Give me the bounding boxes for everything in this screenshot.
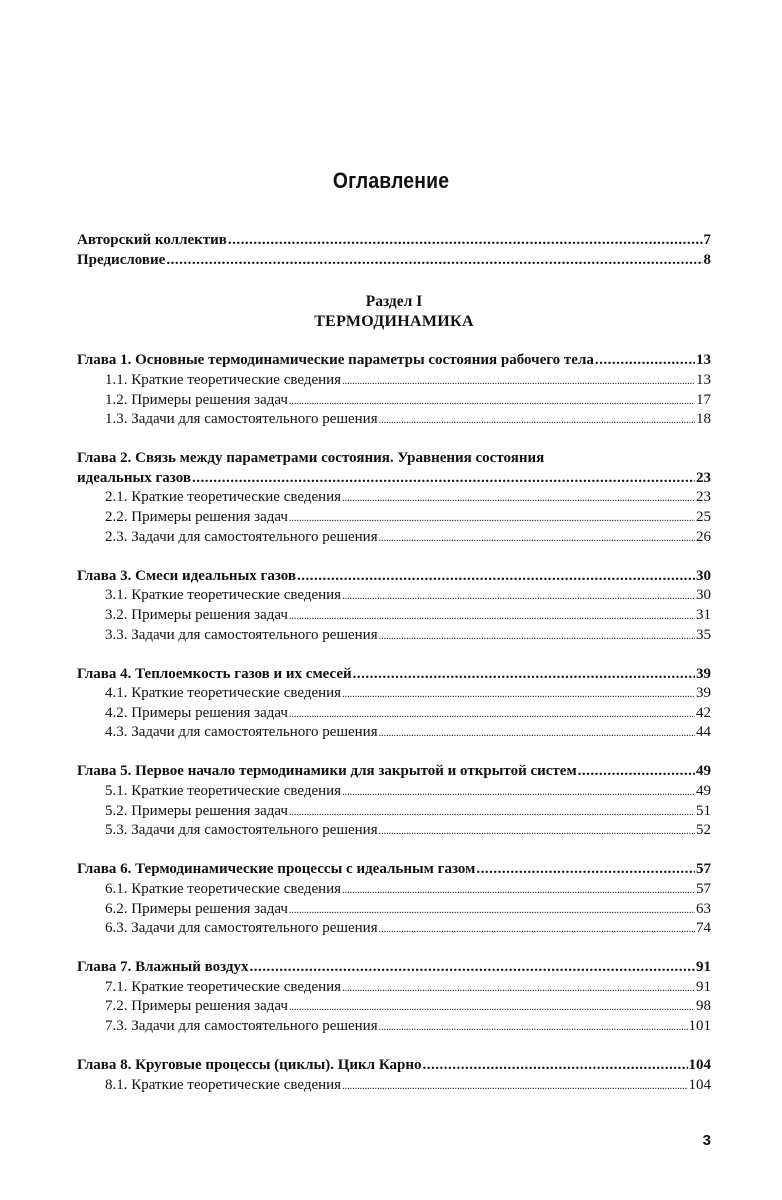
toc-section-entry[interactable] bbox=[77, 723, 711, 743]
dot-leader bbox=[476, 860, 695, 880]
toc-entry-label: Глава 4. Теплоемкость газов и их смесей bbox=[77, 665, 352, 682]
toc-page-number: 104 bbox=[688, 1057, 711, 1074]
toc-section-entry[interactable] bbox=[77, 606, 711, 626]
dot-leader bbox=[289, 998, 695, 1018]
chapter-block bbox=[77, 351, 711, 429]
page-title: Оглавление bbox=[332, 168, 450, 193]
chapter-block bbox=[77, 567, 711, 645]
toc-section-entry[interactable] bbox=[77, 508, 711, 528]
toc-section-entry[interactable] bbox=[77, 978, 711, 998]
dot-leader bbox=[578, 762, 695, 782]
chapter-block bbox=[77, 449, 711, 547]
toc-section-entry[interactable] bbox=[77, 900, 711, 920]
dot-leader bbox=[289, 901, 695, 921]
dot-leader bbox=[342, 783, 695, 803]
toc-chapter-entry[interactable] bbox=[77, 762, 711, 782]
toc-entry-label: Глава 8. Круговые процессы (циклы). Цикл Карно bbox=[77, 1057, 422, 1074]
toc-page-number: 51 bbox=[696, 802, 711, 819]
toc-page-number: 74 bbox=[696, 920, 711, 937]
toc-entry-label: Глава 6. Термодинамические процессы с идеальным газом bbox=[77, 861, 476, 878]
toc-entry-label: 1.2. Примеры решения задач bbox=[105, 391, 288, 408]
toc-section-entry[interactable] bbox=[77, 528, 711, 548]
toc-entry-label: 7.2. Примеры решения задач bbox=[105, 998, 288, 1015]
toc-entry-authors[interactable] bbox=[77, 231, 711, 251]
dot-leader bbox=[289, 607, 695, 627]
toc-page-number: 91 bbox=[696, 959, 711, 976]
chapter-block bbox=[77, 762, 711, 840]
toc-section-entry[interactable] bbox=[77, 802, 711, 822]
toc-section-entry[interactable] bbox=[77, 704, 711, 724]
toc-entry-label: 1.3. Задачи для самостоятельного решения bbox=[105, 411, 378, 428]
toc-entry-label: 2.2. Примеры решения задач bbox=[105, 509, 288, 526]
toc-entry-label: 3.2. Примеры решения задач bbox=[105, 606, 288, 623]
toc-chapter-entry[interactable] bbox=[77, 351, 711, 371]
dot-leader bbox=[379, 1018, 688, 1038]
toc-entry-label: 7.3. Задачи для самостоятельного решения bbox=[105, 1018, 378, 1034]
toc-chapter-entry[interactable] bbox=[77, 567, 711, 587]
toc-entry-label: 5.3. Задачи для самостоятельного решения bbox=[105, 822, 378, 839]
toc-entry-label: Глава 7. Влажный воздух bbox=[77, 959, 249, 976]
dot-leader bbox=[342, 881, 695, 901]
toc-page-number: 25 bbox=[696, 509, 711, 526]
toc-entry-preface[interactable] bbox=[77, 251, 711, 271]
dot-leader bbox=[423, 1056, 688, 1076]
toc-section-entry[interactable] bbox=[77, 997, 711, 1017]
toc-page-number: 57 bbox=[696, 880, 711, 897]
dot-leader bbox=[192, 469, 695, 489]
toc-page-number: 23 bbox=[696, 489, 711, 506]
toc-entry-label: 1.1. Краткие теоретические сведения bbox=[105, 371, 342, 388]
dot-leader bbox=[342, 489, 695, 509]
toc-entry-label: 5.2. Примеры решения задач bbox=[105, 802, 288, 819]
toc-entry-label: 2.3. Задачи для самостоятельного решения bbox=[105, 528, 378, 545]
dot-leader bbox=[342, 587, 695, 607]
toc-section-entry[interactable] bbox=[77, 821, 711, 841]
toc-page-number: 63 bbox=[696, 900, 711, 917]
toc-entry-label: 2.1. Краткие теоретические сведения bbox=[105, 489, 342, 506]
dot-leader bbox=[289, 803, 695, 823]
toc-section-entry[interactable] bbox=[77, 391, 711, 411]
dot-leader bbox=[297, 567, 695, 587]
dot-leader bbox=[250, 958, 695, 978]
toc-entry-label: Предисловие bbox=[77, 251, 166, 268]
dot-leader bbox=[342, 372, 695, 392]
toc-chapter-entry[interactable] bbox=[77, 665, 711, 685]
toc-entry-label: 6.2. Примеры решения задач bbox=[105, 900, 288, 917]
part-label: Раздел I bbox=[365, 293, 423, 311]
toc-entry-label: 7.1. Краткие теоретические сведения bbox=[105, 978, 342, 995]
toc-page-number: 8 bbox=[703, 251, 711, 268]
toc-entry-label: 4.2. Примеры решения задач bbox=[105, 704, 288, 721]
chapter-block bbox=[77, 1056, 711, 1095]
toc-page-number: 13 bbox=[696, 371, 711, 388]
chapter-block bbox=[77, 665, 711, 743]
toc-chapter-entry[interactable] bbox=[77, 958, 711, 978]
dot-leader bbox=[228, 231, 703, 251]
toc-section-entry[interactable] bbox=[77, 919, 711, 939]
toc-page-number: 39 bbox=[696, 685, 711, 702]
dot-leader bbox=[342, 685, 695, 705]
toc-section-entry[interactable] bbox=[77, 1017, 711, 1037]
toc-page-number: 35 bbox=[696, 626, 711, 643]
toc-entry-label: 6.3. Задачи для самостоятельного решения bbox=[105, 920, 378, 937]
toc-chapter-title-line[interactable]: Глава 2. Связь между параметрами состояния. Уравнения состояния bbox=[77, 450, 545, 467]
dot-leader bbox=[353, 665, 695, 685]
toc-page-number: 26 bbox=[696, 528, 711, 545]
dot-leader bbox=[289, 509, 695, 529]
toc-page-number: 49 bbox=[696, 783, 711, 800]
dot-leader bbox=[342, 979, 695, 999]
toc-chapter-entry[interactable] bbox=[77, 860, 711, 880]
dot-leader bbox=[379, 529, 695, 549]
toc-entry-label: Глава 1. Основные термодинамические параметры состояния рабочего тела bbox=[77, 352, 594, 369]
part-name: ТЕРМОДИНАМИКА bbox=[314, 312, 474, 330]
dot-leader bbox=[595, 351, 695, 371]
dot-leader bbox=[289, 392, 695, 412]
dot-leader bbox=[166, 251, 702, 271]
toc-entry-label: идеальных газов bbox=[77, 469, 191, 486]
toc-page-number: 98 bbox=[696, 998, 711, 1015]
toc-section-entry[interactable] bbox=[77, 782, 711, 802]
toc-section-entry[interactable] bbox=[77, 586, 711, 606]
table-of-contents bbox=[77, 231, 711, 1115]
toc-page-number: 42 bbox=[696, 704, 711, 721]
toc-entry-label: 4.1. Краткие теоретические сведения bbox=[105, 685, 342, 702]
chapter-block bbox=[77, 860, 711, 938]
dot-leader bbox=[379, 411, 695, 431]
toc-page-number: 101 bbox=[688, 1018, 711, 1034]
toc-page-number: 31 bbox=[696, 606, 711, 623]
toc-page-number: 30 bbox=[696, 567, 711, 584]
toc-chapter-entry[interactable] bbox=[77, 469, 711, 489]
chapter-block bbox=[77, 958, 711, 1036]
toc-entry-label: 4.3. Задачи для самостоятельного решения bbox=[105, 724, 378, 741]
toc-section-entry[interactable] bbox=[77, 684, 711, 704]
toc-page-number: 30 bbox=[696, 587, 711, 604]
dot-leader bbox=[379, 822, 695, 842]
toc-page-number: 17 bbox=[696, 391, 711, 408]
dot-leader bbox=[342, 1077, 687, 1097]
toc-page-number: 52 bbox=[696, 822, 711, 839]
toc-page-number: 18 bbox=[696, 411, 711, 428]
toc-page-number: 104 bbox=[688, 1076, 711, 1093]
page-number: 3 bbox=[702, 1132, 711, 1149]
toc-page-number: 7 bbox=[703, 232, 711, 248]
toc-entry-label: 6.1. Краткие теоретические сведения bbox=[105, 880, 342, 897]
toc-section-entry[interactable] bbox=[77, 1076, 711, 1096]
toc-section-entry[interactable] bbox=[77, 410, 711, 430]
toc-entry-label: 5.1. Краткие теоретические сведения bbox=[105, 783, 342, 800]
toc-entry-label: 3.3. Задачи для самостоятельного решения bbox=[105, 626, 378, 643]
part-heading bbox=[77, 292, 711, 331]
toc-section-entry[interactable] bbox=[77, 880, 711, 900]
toc-chapter-entry[interactable] bbox=[77, 1056, 711, 1076]
toc-section-entry[interactable] bbox=[77, 371, 711, 391]
toc-section-entry[interactable] bbox=[77, 488, 711, 508]
toc-entry-label: Авторский коллектив bbox=[77, 232, 227, 248]
toc-page-number: 57 bbox=[696, 861, 711, 878]
toc-entry-label: Глава 3. Смеси идеальных газов bbox=[77, 567, 297, 584]
toc-page-number: 39 bbox=[696, 665, 711, 682]
toc-page-number: 49 bbox=[696, 763, 711, 780]
dot-leader bbox=[379, 724, 695, 744]
dot-leader bbox=[379, 920, 695, 940]
toc-entry-label: Глава 5. Первое начало термодинамики для закрытой и открытой систем bbox=[77, 763, 577, 780]
toc-page-number: 13 bbox=[696, 352, 711, 369]
dot-leader bbox=[289, 705, 695, 725]
toc-page-number: 44 bbox=[696, 724, 711, 741]
toc-page-number: 91 bbox=[696, 978, 711, 995]
toc-entry-label: 8.1. Краткие теоретические сведения bbox=[105, 1076, 342, 1093]
toc-page-number: 23 bbox=[696, 469, 711, 486]
toc-section-entry[interactable] bbox=[77, 626, 711, 646]
toc-entry-label: 3.1. Краткие теоретические сведения bbox=[105, 587, 342, 604]
dot-leader bbox=[379, 627, 695, 647]
